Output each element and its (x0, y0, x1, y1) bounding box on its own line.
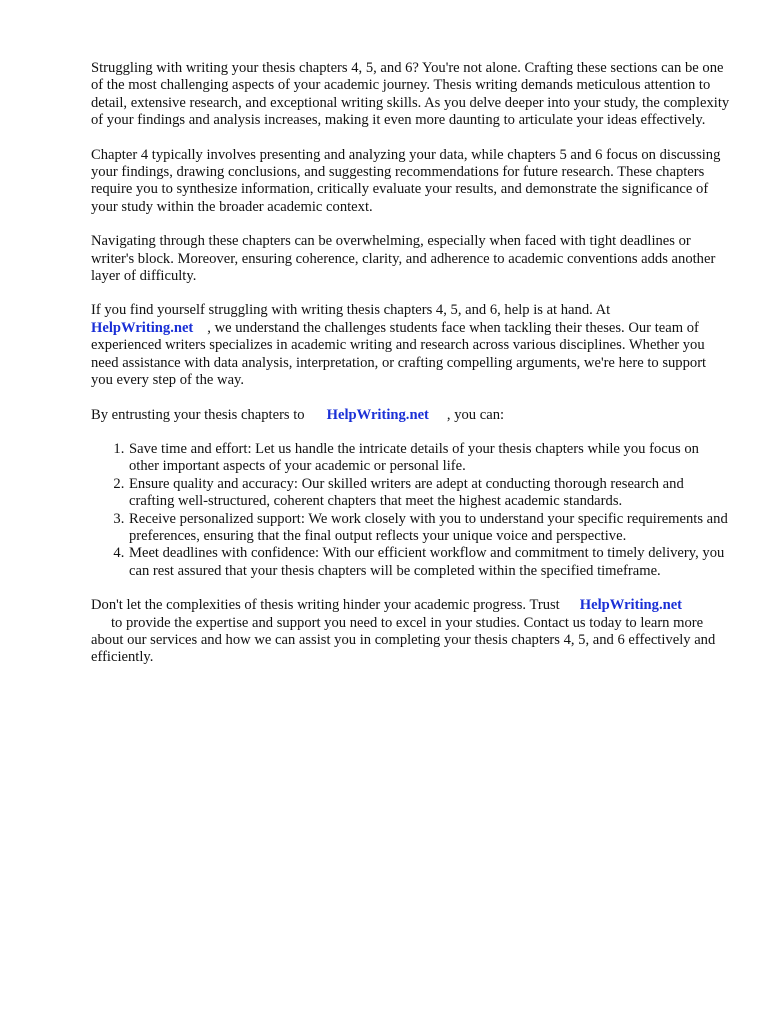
closing-rest: to provide the expertise and support you need to excel in your studies. Contact us today to learn more about our services and how we can assist you in completing your thesis chapters 4, 5, and 6 effectively and efficiently. (91, 614, 716, 666)
help-paragraph (91, 302, 731, 389)
difficulty-paragraph: Navigating through these chapters can be overwhelming, especially when faced with tight deadlines or writer's block. Moreover, ensuring coherence, clarity, and adherence to academic conventions adds another layer of difficulty. (91, 233, 716, 285)
helpwriting-link-3[interactable]: HelpWriting.net (579, 597, 683, 614)
closing-lead: Don't let the complexities of thesis writing hinder your academic progress. Trust (91, 597, 560, 614)
helpwriting-link-1[interactable]: HelpWriting.net (91, 319, 194, 336)
intro-paragraph: Struggling with writing your thesis chapters 4, 5, and 6? You're not alone. Crafting these sections can be one of the most challenging aspects of your academic journey. Thesis writing demands meticulous attention to detail, extensive research, and exceptional writing skills. As you delve deeper into your study, the complexity of your findings and analysis increases, making it even more daunting to articulate your ideas effectively. (91, 60, 730, 129)
help-paragraph-rest: , we understand the challenges students face when tackling their theses. Our team of experienced writers specializes in academic writing and research across various disciplines. Whether you need assistance with data analysis, interpretation, or crafting compelling arguments, we're here to support you every step of the way. (91, 319, 707, 389)
closing-paragraph (91, 597, 731, 667)
list-item: 3. Receive personalized support: We work closely with you to understand your specific requirements and preferences, ensuring that the final output reflects your unique voice and perspective. (128, 511, 731, 546)
entrusting-rest: , you can: (446, 406, 505, 423)
helpwriting-link-2[interactable]: HelpWriting.net (326, 406, 429, 423)
list-item: 1. Save time and effort: Let us handle the intricate details of your thesis chapters while you focus on other important aspects of your academic or personal life. (128, 441, 731, 476)
document-page (91, 60, 731, 684)
benefits-list (91, 441, 731, 580)
list-item: 4. Meet deadlines with confidence: With our efficient workflow and commitment to timely delivery, you can rest assured that your thesis chapters will be completed within the specified timeframe. (128, 545, 731, 580)
list-item: 2. Ensure quality and accuracy: Our skilled writers are adept at conducting thorough research and crafting well-structured, coherent chapters that meet the highest academic standards. (128, 476, 731, 511)
chapter-overview-paragraph: Chapter 4 typically involves presenting and analyzing your data, while chapters 5 and 6 focus on discussing your findings, drawing conclusions, and suggesting recommendations for future research. These chapters require you to synthesize information, critically evaluate your results, and demonstrate the significance of your study within the broader academic context. (91, 146, 721, 215)
entrusting-paragraph (91, 407, 731, 424)
help-paragraph-lead: If you find yourself struggling with writing thesis chapters 4, 5, and 6, help is at hand. At (91, 302, 611, 319)
entrusting-lead: By entrusting your thesis chapters to (91, 406, 305, 423)
